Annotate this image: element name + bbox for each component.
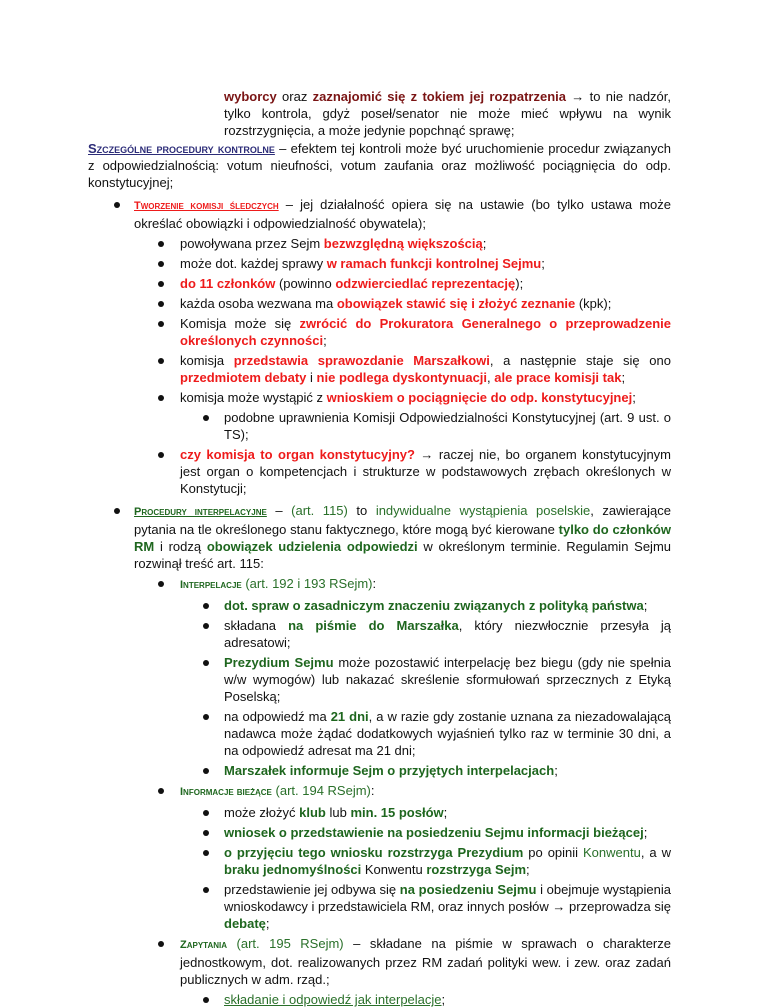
- text-segment: ;: [265, 916, 270, 931]
- text-segment: (kpk);: [575, 296, 612, 311]
- text-segment: – składane na piśmie w sprawach o charakterze jednostkowym, dot. realizowanych przez RM zadań polityki wew. i zew. oraz zadań publicznych w adm. rząd.;: [180, 936, 671, 987]
- highlighted-text: Konwentu: [583, 845, 641, 860]
- text-segment: komisja może wystąpić z: [180, 390, 327, 405]
- text-segment: – jej działalność opiera się na ustawie (bo tylko ustawa może określać obowiązki i odpowiedzialność obywatela);: [134, 197, 671, 231]
- text-segment: → to nie nadzór, tylko kontrola, gdyż poseł/senator nie może mieć wpływu na wynik rozstrzygnięcia, a może jedynie popchnąć sprawę;: [224, 89, 672, 138]
- text-segment: → raczej nie, bo organem konstytucyjnym jest organ o kompetencjach i strukturze w podstawowych zrębach określonych w Konstytucji;: [180, 447, 672, 496]
- highlighted-text: klub: [299, 805, 326, 820]
- text-segment: Konwentu: [361, 862, 427, 877]
- bullet-icon: [158, 241, 164, 247]
- bullet-icon: [203, 810, 209, 816]
- text-segment: :: [372, 576, 377, 591]
- list-item-level-2: [0, 315, 671, 349]
- highlighted-text: składanie i odpowiedź jak interpelacje: [224, 992, 442, 1007]
- list-item-level-3: [0, 824, 671, 841]
- text-segment: ;: [554, 763, 558, 778]
- highlighted-text: na piśmie do Marszałka: [288, 618, 459, 633]
- text-segment: i obejmuje wystąpienia wnioskodawcy i przedstawiciela RM, oraz innych posłów → przeprowadza się: [224, 882, 671, 914]
- highlighted-text: obowiązek udzielenia odpowiedzi: [206, 539, 418, 554]
- list-item-level-2: [0, 935, 671, 988]
- text-segment: ;: [541, 256, 545, 271]
- bullet-icon: [203, 660, 209, 666]
- highlighted-text: czy komisja to organ konstytucyjny?: [180, 447, 415, 462]
- bullet-icon: [203, 887, 209, 893]
- text-segment: ;: [443, 805, 448, 820]
- highlighted-text: przedmiotem debaty: [180, 370, 307, 385]
- text-segment: , a następnie staje się ono: [489, 353, 671, 368]
- text-segment: przedstawienie jej odbywa się: [224, 882, 400, 897]
- list-item-level-1: [0, 196, 671, 232]
- list-item-level-3: [0, 409, 671, 443]
- text-segment: ;: [482, 236, 487, 251]
- text-segment: to: [347, 503, 376, 518]
- bullet-icon: [203, 603, 209, 609]
- text-segment: składana: [224, 618, 289, 633]
- highlighted-text: bezwzględną większością: [323, 236, 483, 251]
- highlighted-text: debatę: [224, 916, 266, 931]
- list-item-level-2: [0, 275, 671, 292]
- bullet-icon: [203, 623, 209, 629]
- bullet-icon: [158, 301, 164, 307]
- bullet-icon: [203, 768, 209, 774]
- text-segment: ;: [441, 992, 446, 1007]
- text-segment: ;: [632, 390, 636, 405]
- list-item-level-3: [0, 597, 671, 614]
- bullet-icon: [203, 997, 209, 1003]
- highlighted-text: Tworzenie komisji śledczych: [134, 200, 279, 212]
- list-item-level-3: [0, 991, 671, 1008]
- highlighted-text: Procedury interpelacyjne: [134, 506, 267, 518]
- text-segment: , który niezwłocznie przesyła ją adresatowi;: [224, 618, 671, 650]
- text-segment: po opinii: [523, 845, 584, 860]
- text-segment: komisja: [180, 353, 234, 368]
- bullet-icon: [203, 830, 209, 836]
- bullet-icon: [158, 395, 164, 401]
- list-item-level-2: [0, 235, 671, 252]
- highlighted-text: wniosek o przedstawienie na posiedzeniu Sejmu informacji bieżącej: [224, 825, 644, 840]
- list-item-level-2: [0, 446, 671, 497]
- text-segment: ;: [526, 862, 530, 877]
- text-segment: Komisja może się: [180, 316, 300, 331]
- text-segment: podobne uprawnienia Komisji Odpowiedzialności Konstytucyjnej (art. 9 ust. o TS);: [224, 410, 671, 442]
- highlighted-text: (art. 192 i 193 RSejm): [241, 576, 373, 591]
- text-segment: – efektem tej kontroli może być uruchomienie procedur związanych z odpowiedzialnością: votum nieufności, votum zaufania oraz możliwość pociągnięcia do odp. konstytucyjnej;: [88, 141, 671, 190]
- bullet-icon: [158, 788, 164, 794]
- bullet-icon: [158, 321, 164, 327]
- highlighted-text: na posiedzeniu Sejmu: [399, 882, 537, 897]
- highlighted-text: Szczególne procedury kontrolne: [88, 141, 275, 156]
- text-segment: , a w: [640, 845, 671, 860]
- highlighted-text: w ramach funkcji kontrolnej Sejmu: [326, 256, 542, 271]
- text-segment: :: [370, 783, 375, 798]
- list-item-level-3: [0, 881, 671, 932]
- bullet-icon: [114, 508, 120, 514]
- highlighted-text: wnioskiem o pociągnięcie do odp. konstytucyjnej: [326, 390, 633, 405]
- list-item-level-3: [0, 617, 671, 651]
- highlighted-text: odzwierciedlać reprezentację: [335, 276, 516, 291]
- highlighted-text: zwrócić do Prokuratora Generalnego o przeprowadzenie określonych czynności: [180, 316, 671, 348]
- text-segment: –: [266, 503, 292, 518]
- list-item-level-2: [0, 255, 671, 272]
- list-item-level-3: [0, 804, 671, 821]
- highlighted-text: Informacje bieżące: [180, 786, 272, 798]
- bullet-icon: [158, 581, 164, 587]
- bullet-icon: [158, 941, 164, 947]
- document-page: [0, 88, 671, 1008]
- highlighted-text: o przyjęciu tego wniosku rozstrzyga Prezydium: [224, 845, 524, 860]
- text-segment: ,: [487, 370, 495, 385]
- list-item-level-2: [0, 389, 671, 406]
- highlighted-text: wyborcy: [224, 89, 277, 104]
- highlighted-text: (art. 115): [291, 503, 348, 518]
- bullet-icon: [114, 202, 120, 208]
- text-segment: ;: [643, 598, 648, 613]
- list-item-level-2: [0, 295, 671, 312]
- bullet-icon: [203, 415, 209, 421]
- text-segment: ;: [323, 333, 327, 348]
- text-segment: i rodzą: [154, 539, 207, 554]
- list-item-level-3: [0, 844, 671, 878]
- list-item-level-2: [0, 782, 671, 801]
- highlighted-text: ale prace komisji tak: [494, 370, 622, 385]
- text-segment: );: [515, 276, 524, 291]
- highlighted-text: Marszałek informuje Sejm o przyjętych interpelacjach: [224, 763, 555, 778]
- text-segment: może dot. każdej sprawy: [180, 256, 327, 271]
- list-item-level-1: [0, 502, 671, 572]
- highlighted-text: (art. 194 RSejm): [271, 783, 371, 798]
- text-segment: powoływana przez Sejm: [180, 236, 324, 251]
- highlighted-text: tylko do członków RM: [134, 522, 671, 554]
- bullet-icon: [158, 452, 164, 458]
- text-segment: może złożyć: [224, 805, 300, 820]
- highlighted-text: do 11 członków: [180, 276, 276, 291]
- highlighted-text: Zapytania: [180, 939, 228, 951]
- text-segment: , zawierające pytania na tle określonego stanu faktycznego, które mogą być kierowane: [134, 503, 671, 537]
- highlighted-text: braku jednomyślności: [224, 862, 362, 877]
- list-item-level-3: [0, 708, 671, 759]
- highlighted-text: nie podlega dyskontynuacji: [316, 370, 488, 385]
- text-segment: może pozostawić interpelację bez biegu (gdy nie spełnia w/w wymogów) lub nakazać skreślenie sformułowań sprzecznych z Etyką Poselską;: [224, 655, 671, 704]
- text-segment: ;: [643, 825, 648, 840]
- bullet-icon: [158, 358, 164, 364]
- highlighted-text: indywidualne wystąpienia poselskie: [375, 503, 591, 518]
- text-segment: oraz: [276, 89, 313, 104]
- highlighted-text: min. 15 posłów: [350, 805, 444, 820]
- highlighted-text: przedstawia sprawozdanie Marszałkowi: [233, 353, 490, 368]
- text-segment: lub: [325, 805, 351, 820]
- bullet-icon: [158, 281, 164, 287]
- list-item-level-2: [0, 352, 671, 386]
- list-item-level-2: [0, 575, 671, 594]
- list-item-level-3: [0, 762, 671, 779]
- highlighted-text: Prezydium Sejmu: [224, 655, 334, 670]
- highlighted-text: zaznajomić się z tokiem jej rozpatrzenia: [312, 89, 566, 104]
- highlighted-text: obowiązek stawić się i złożyć zeznanie: [336, 296, 576, 311]
- highlighted-text: rozstrzyga Sejm: [426, 862, 527, 877]
- list-item-level-3: [0, 654, 671, 705]
- text-segment: ;: [621, 370, 626, 385]
- bullet-icon: [203, 714, 209, 720]
- list-item-level-3: [0, 88, 671, 139]
- highlighted-text: Interpelacje: [180, 579, 242, 591]
- highlighted-text: 21 dni: [330, 709, 369, 724]
- text-segment: (powinno: [275, 276, 336, 291]
- text-segment: na odpowiedź ma: [224, 709, 331, 724]
- bullet-icon: [203, 850, 209, 856]
- list-item-level-0: [0, 140, 671, 191]
- text-segment: każda osoba wezwana ma: [180, 296, 337, 311]
- highlighted-text: dot. spraw o zasadniczym znaczeniu związanych z polityką państwa: [224, 598, 644, 613]
- text-segment: w określonym terminie. Regulamin Sejmu rozwinął treść art. 115:: [134, 539, 672, 571]
- text-segment: i: [306, 370, 317, 385]
- highlighted-text: (art. 195 RSejm): [227, 936, 344, 951]
- bullet-icon: [158, 261, 164, 267]
- text-segment: , a w razie gdy zostanie uznana za niezadowalającą nadawca może żądać dodatkowych wyjaśnień tylko raz w terminie 30 dni, a na odpowiedź adresat ma 21 dni;: [224, 709, 672, 758]
